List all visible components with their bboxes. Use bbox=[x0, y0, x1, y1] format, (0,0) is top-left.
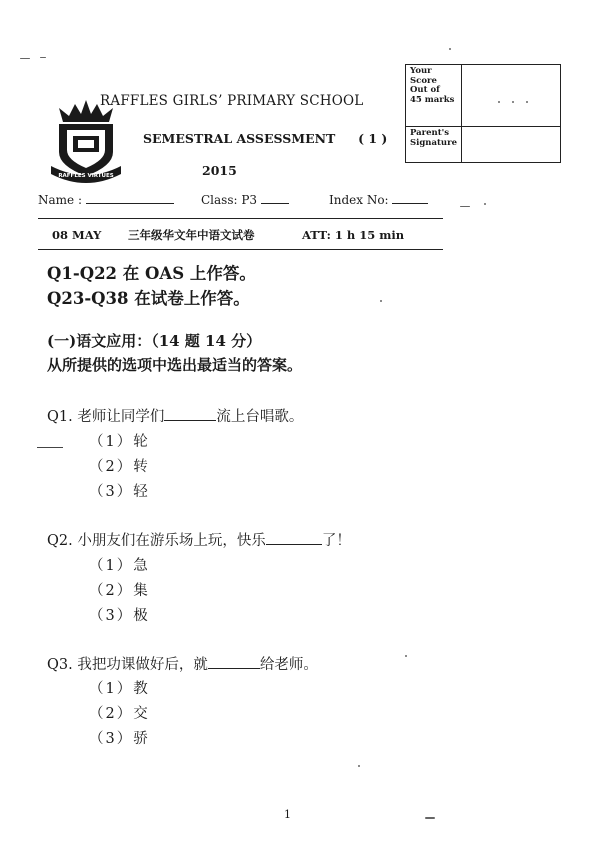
name-input-line[interactable] bbox=[86, 191, 174, 204]
parent-label-line: Signature bbox=[410, 137, 457, 148]
scan-speck bbox=[449, 48, 451, 50]
score-label-cell bbox=[406, 65, 462, 127]
index-field-group bbox=[329, 191, 428, 207]
question-1 bbox=[47, 405, 303, 426]
score-value-field[interactable] bbox=[462, 65, 561, 127]
score-box bbox=[405, 64, 561, 163]
scan-speck bbox=[40, 57, 46, 58]
scan-speck bbox=[405, 655, 407, 657]
option-2-2: （2）集 bbox=[89, 583, 150, 599]
class-input-line[interactable] bbox=[261, 191, 289, 204]
question-text-before: 小朋友们在游乐场上玩，快乐 bbox=[77, 533, 266, 549]
option-3-1: （1）教 bbox=[89, 681, 150, 697]
assessment-number: ( 1 ) bbox=[358, 131, 388, 146]
parent-signature-field[interactable] bbox=[462, 127, 561, 163]
paper-time: ATT: 1 h 15 min bbox=[302, 228, 405, 242]
scan-speck bbox=[484, 203, 486, 205]
assessment-name: SEMESTRAL ASSESSMENT bbox=[143, 131, 336, 146]
question-text-after: 流上台唱歌。 bbox=[216, 409, 304, 425]
scan-speck bbox=[498, 101, 500, 103]
class-field-group bbox=[201, 191, 289, 207]
page-number: 1 bbox=[284, 808, 291, 821]
option-1-3: （3）轻 bbox=[89, 484, 150, 500]
scan-speck bbox=[512, 101, 514, 103]
scan-speck bbox=[380, 300, 382, 302]
question-text-before: 老师让同学们 bbox=[77, 409, 165, 425]
crest-banner-text: RAFFLES VIRTUES bbox=[58, 173, 114, 179]
name-label: Name : bbox=[38, 193, 82, 207]
option-3-3: （3）骄 bbox=[89, 731, 150, 747]
divider-top bbox=[38, 218, 443, 219]
scan-speck bbox=[358, 765, 360, 767]
question-number: Q3. bbox=[47, 657, 73, 673]
score-label-line: 45 marks bbox=[410, 94, 455, 105]
score-label-line: Your bbox=[410, 66, 432, 76]
option-2-3: （3）极 bbox=[89, 608, 150, 624]
section-instruction: 从所提供的选项中选出最适当的答案。 bbox=[47, 356, 303, 374]
paper-header bbox=[52, 227, 404, 243]
class-label: Class: P3 bbox=[201, 193, 258, 207]
answer-blank bbox=[208, 654, 260, 669]
paper-subject: 三年级华文年中语文试卷 bbox=[128, 228, 255, 242]
answer-blank bbox=[164, 406, 216, 421]
question-text-before: 我把功课做好后，就 bbox=[77, 657, 208, 673]
option-1-2: （2）转 bbox=[89, 459, 150, 475]
question-text-after: 给老师。 bbox=[259, 657, 318, 673]
question-number: Q2. bbox=[47, 533, 73, 549]
question-text-after: 了！ bbox=[321, 533, 351, 549]
school-name: RAFFLES GIRLS’ PRIMARY SCHOOL bbox=[100, 93, 364, 109]
assessment-year: 2015 bbox=[202, 163, 237, 178]
question-number: Q1. bbox=[47, 409, 73, 425]
score-label-line: Out of bbox=[410, 85, 440, 95]
parent-signature-label-cell bbox=[406, 127, 462, 163]
school-crest-logo bbox=[45, 100, 127, 184]
paper-date: 08 MAY bbox=[52, 228, 102, 242]
index-label: Index No: bbox=[329, 193, 389, 207]
question-3 bbox=[47, 653, 318, 674]
section-title: (一)语文应用：（14 题 14 分） bbox=[47, 332, 262, 350]
scan-speck bbox=[20, 58, 30, 59]
scan-speck bbox=[460, 206, 470, 207]
divider-bottom bbox=[38, 249, 443, 250]
question-2 bbox=[47, 529, 351, 550]
scan-speck bbox=[425, 817, 435, 819]
assessment-title bbox=[143, 131, 387, 146]
answer-mark-line[interactable] bbox=[37, 447, 63, 448]
index-input-line[interactable] bbox=[392, 191, 428, 204]
name-field-group bbox=[38, 191, 174, 207]
instruction-paper: Q23-Q38 在试卷上作答。 bbox=[47, 289, 250, 308]
parent-label-line: Parent's bbox=[410, 128, 450, 138]
answer-blank bbox=[266, 530, 322, 545]
instruction-oas: Q1-Q22 在 OAS 上作答。 bbox=[47, 264, 256, 283]
scan-speck bbox=[526, 101, 528, 103]
option-3-2: （2）交 bbox=[89, 706, 150, 722]
score-label-line: Score bbox=[410, 75, 437, 86]
option-1-1: （1）轮 bbox=[89, 434, 150, 450]
option-2-1: （1）急 bbox=[89, 558, 150, 574]
